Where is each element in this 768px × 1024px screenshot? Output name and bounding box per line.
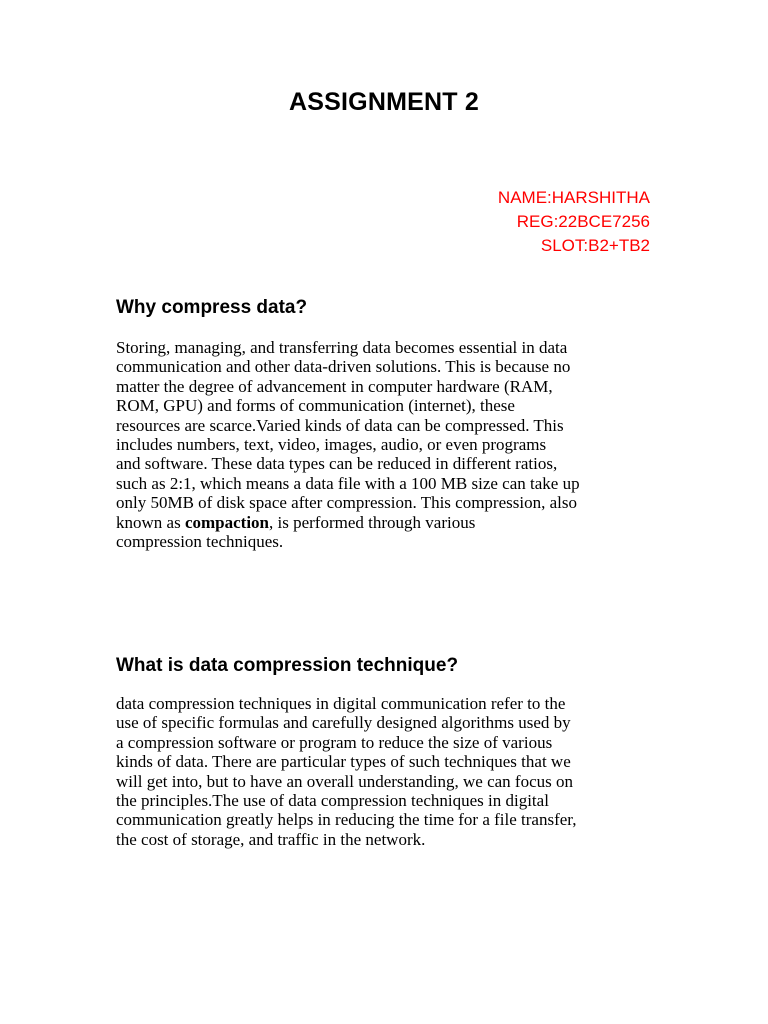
section-paragraph-what-is-technique	[116, 694, 661, 849]
bold-term-compaction: compaction	[184, 512, 269, 532]
paragraph-line: matter the degree of advancement in computer hardware (RAM,	[116, 376, 553, 396]
paragraph-line: such as 2:1, which means a data file with a 100 MB size can take up	[116, 473, 580, 493]
section-heading-why-compress: Why compress data?	[116, 297, 308, 318]
paragraph-line: a compression software or program to reduce the size of various	[116, 732, 553, 752]
paragraph-text: known as	[116, 512, 185, 532]
section-heading-what-is-technique: What is data compression technique?	[116, 655, 459, 676]
paragraph-line: ROM, GPU) and forms of communication (internet), these	[116, 396, 515, 416]
paragraph-line: kinds of data. There are particular types of such techniques that we	[116, 752, 571, 772]
paragraph-text: , is performed through various	[269, 512, 476, 532]
paragraph-line: compression techniques.	[116, 532, 284, 552]
section-paragraph-why-compress	[116, 338, 661, 551]
paragraph-line: the principles.The use of data compression techniques in digital	[116, 791, 549, 811]
paragraph-line: data compression techniques in digital communication refer to the	[116, 694, 566, 713]
paragraph-line: resources are scarce.Varied kinds of data can be compressed. This	[116, 415, 564, 435]
student-slot: SLOT:B2+TB2	[540, 236, 650, 255]
paragraph-line: and software. These data types can be reduced in different ratios,	[116, 454, 558, 474]
document-title: ASSIGNMENT 2	[289, 88, 479, 116]
paragraph-line: communication and other data-driven solutions. This is because no	[116, 357, 571, 377]
paragraph-line: includes numbers, text, video, images, audio, or even programs	[116, 435, 547, 455]
paragraph-line: will get into, but to have an overall understanding, we can focus on	[116, 771, 573, 791]
paragraph-line: communication greatly helps in reducing the time for a file transfer,	[116, 810, 577, 830]
paragraph-line	[116, 513, 661, 532]
paragraph-line: only 50MB of disk space after compression. This compression, also	[116, 493, 577, 513]
paragraph-line: the cost of storage, and traffic in the network.	[116, 829, 426, 849]
student-name: NAME:HARSHITHA	[497, 188, 650, 207]
student-info	[498, 186, 650, 258]
student-reg: REG:22BCE7256	[516, 212, 650, 231]
paragraph-line: use of specific formulas and carefully designed algorithms used by	[116, 713, 571, 733]
paragraph-line: Storing, managing, and transferring data becomes essential in data	[116, 338, 568, 357]
